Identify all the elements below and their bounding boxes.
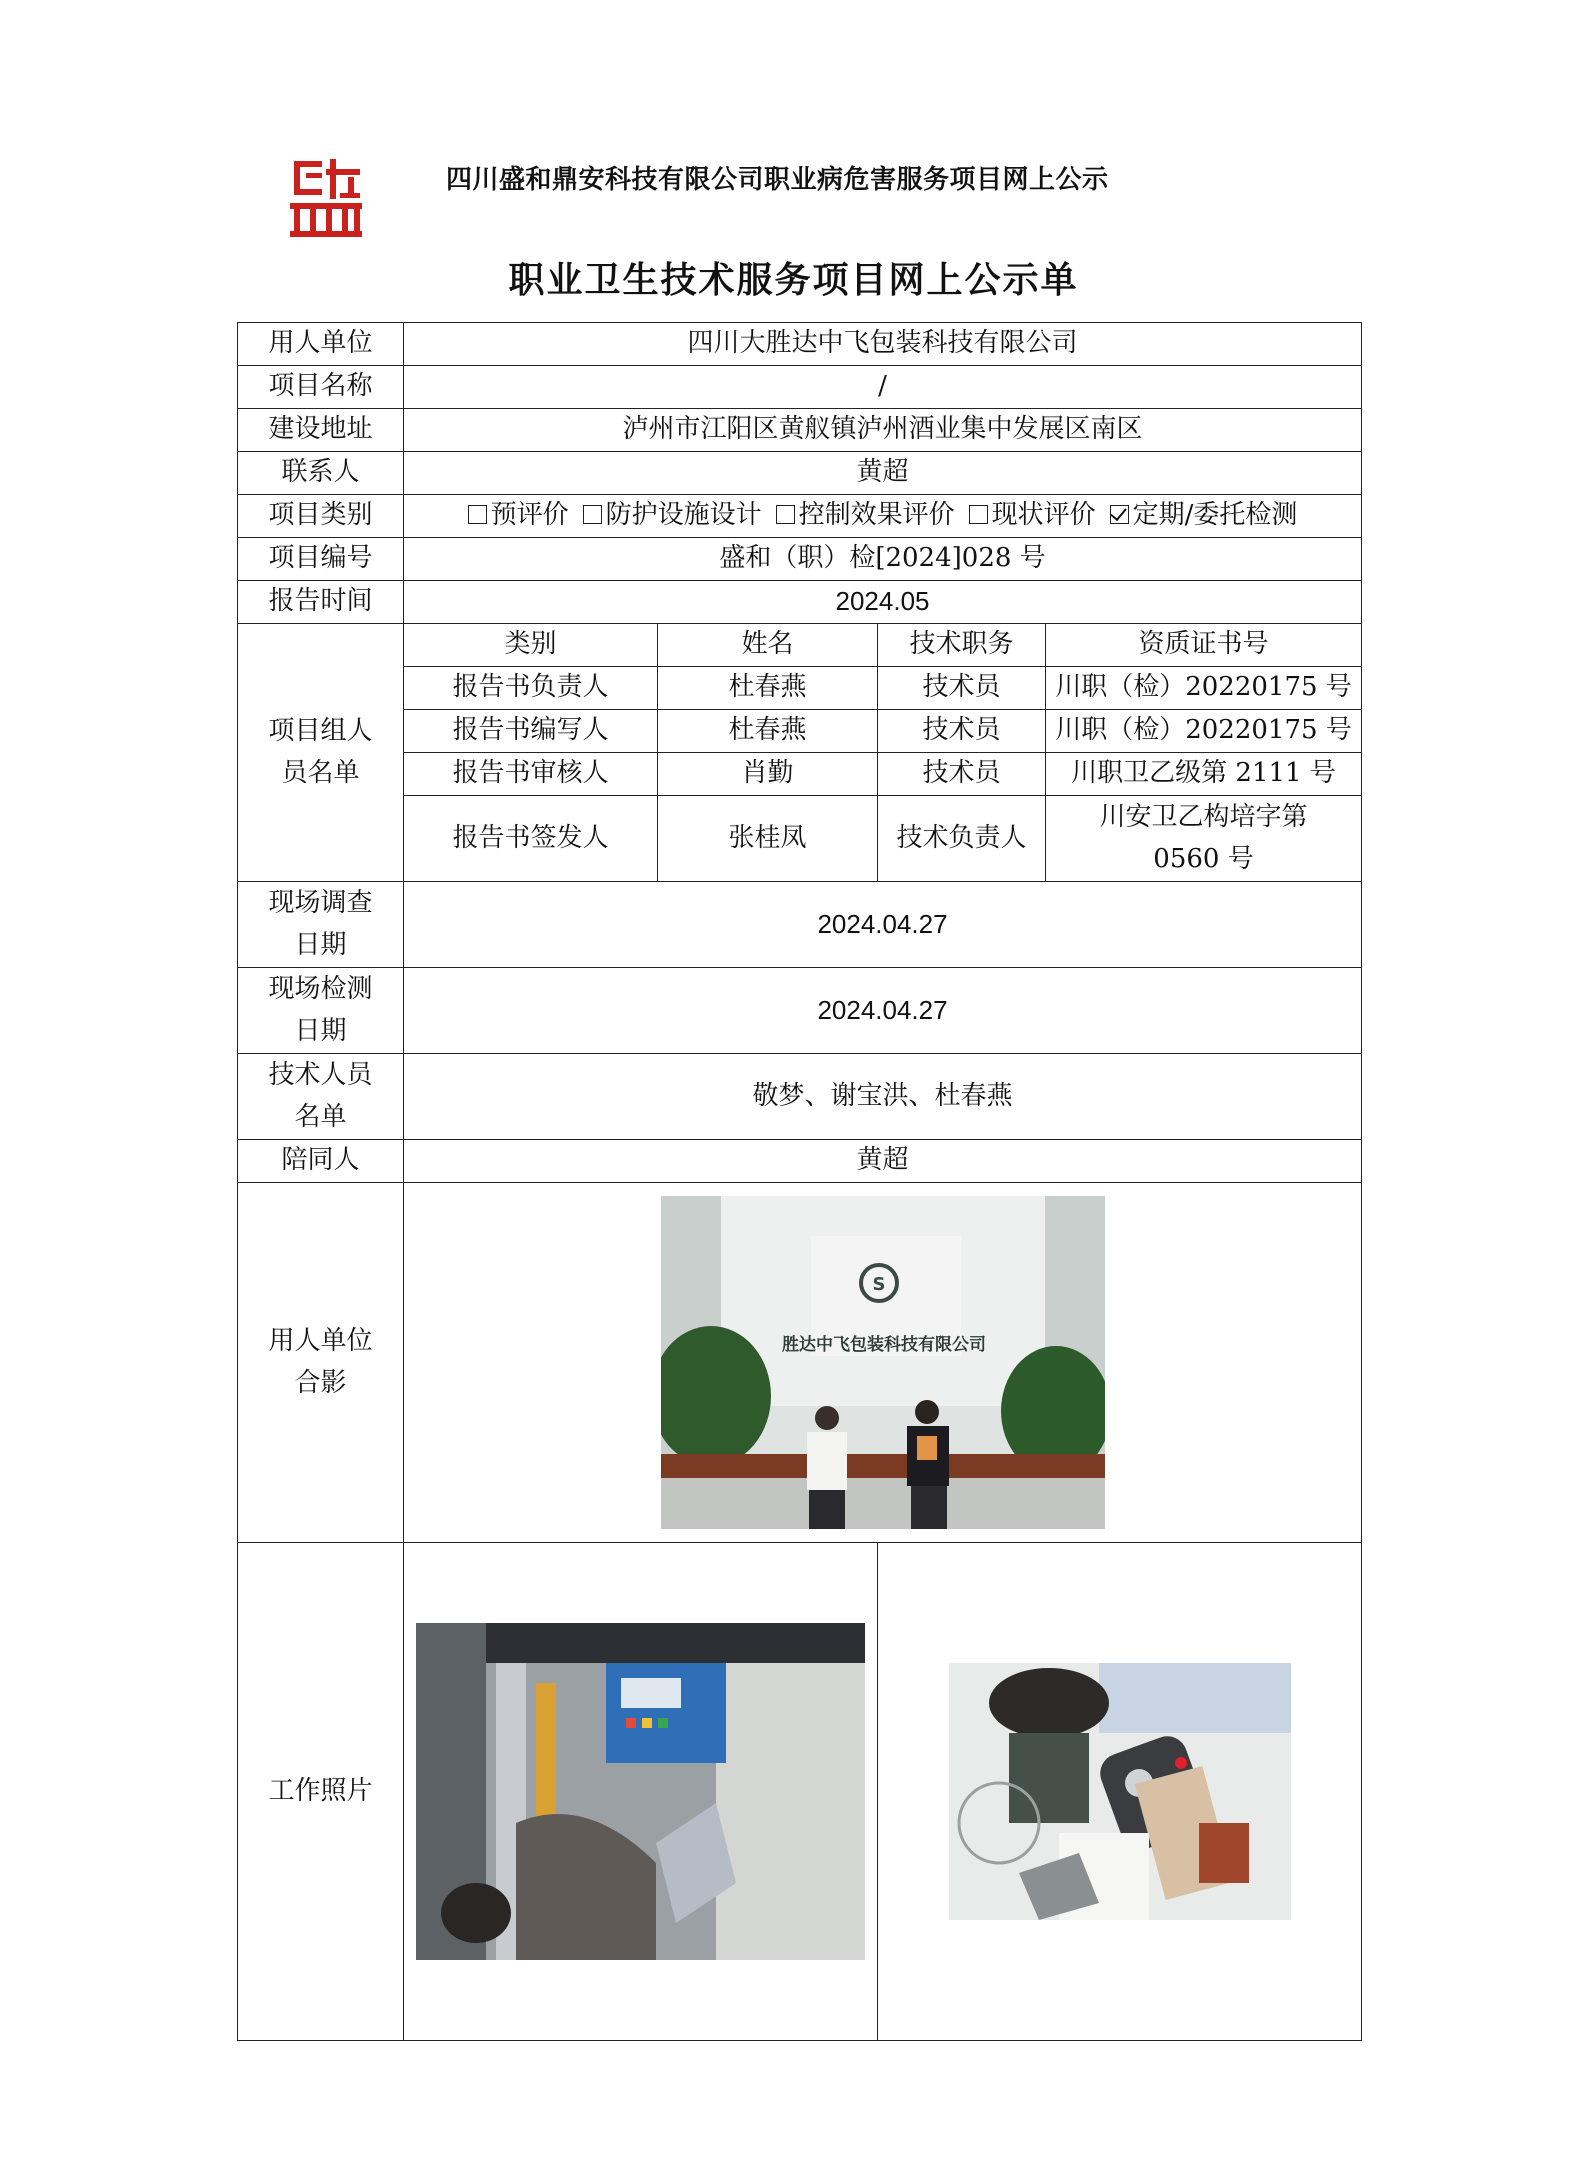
member-cert: 川职（检）20220175 号	[1046, 667, 1362, 710]
team-col-name: 姓名	[658, 624, 878, 667]
work-photo-cell-2	[878, 1543, 1362, 2041]
member-role: 报告书编写人	[404, 710, 658, 753]
member-title: 技术员	[878, 667, 1046, 710]
checkbox-icon	[776, 505, 795, 524]
document-title: 职业卫生技术服务项目网上公示单	[508, 259, 1079, 301]
row-survey-date	[238, 882, 1362, 968]
option-periodic-testing: 定期/委托检测	[1110, 495, 1298, 537]
work-photo-cell-1	[404, 1543, 878, 2041]
member-cert: 川职（检）20220175 号	[1046, 710, 1362, 753]
row-address	[238, 409, 1362, 452]
table-row	[238, 710, 1362, 753]
svg-text:S: S	[872, 1274, 885, 1295]
label-group-photo: 用人单位 合影	[238, 1183, 404, 1543]
value-report-time: 2024.05	[404, 581, 1362, 624]
office-wall-sign: 胜达中飞包装科技有限公司	[781, 1335, 986, 1355]
option-protection-design: 防护设施设计	[583, 495, 762, 537]
row-work-photos	[238, 1543, 1362, 2041]
checkbox-icon	[468, 505, 487, 524]
checkbox-checked-icon	[1110, 505, 1129, 524]
label-contact: 联系人	[238, 452, 404, 495]
value-test-date: 2024.04.27	[404, 968, 1362, 1054]
table-row	[238, 796, 1362, 882]
option-pre-evaluation: 预评价	[468, 495, 569, 537]
group-photo-cell	[404, 1183, 1362, 1543]
label-team: 项目组人 员名单	[238, 624, 404, 882]
table-row	[238, 667, 1362, 710]
company-logo-icon	[286, 155, 366, 239]
member-title: 技术负责人	[878, 796, 1046, 882]
row-employer	[238, 323, 1362, 366]
team-col-category: 类别	[404, 624, 658, 667]
team-header-row	[238, 624, 1362, 667]
company-title: 四川盛和鼎安科技有限公司职业病危害服务项目网上公示	[446, 165, 1109, 195]
row-contact	[238, 452, 1362, 495]
row-project-name	[238, 366, 1362, 409]
member-name: 张桂凤	[658, 796, 878, 882]
value-project-no: 盛和（职）检[2024]028 号	[404, 538, 1362, 581]
value-tech-staff: 敬梦、谢宝洪、杜春燕	[404, 1054, 1362, 1140]
member-name: 肖勤	[658, 753, 878, 796]
value-contact: 黄超	[404, 452, 1362, 495]
label-project-name: 项目名称	[238, 366, 404, 409]
work-photo-instrument	[949, 1663, 1291, 1920]
label-survey-date: 现场调查 日期	[238, 882, 404, 968]
checkbox-icon	[969, 505, 988, 524]
member-name: 杜春燕	[658, 710, 878, 753]
label-test-date: 现场检测 日期	[238, 968, 404, 1054]
publicity-table	[237, 322, 1362, 2041]
row-tech-staff	[238, 1054, 1362, 1140]
row-group-photo	[238, 1183, 1362, 1543]
label-project-no: 项目编号	[238, 538, 404, 581]
value-survey-date: 2024.04.27	[404, 882, 1362, 968]
member-role: 报告书审核人	[404, 753, 658, 796]
label-category: 项目类别	[238, 495, 404, 538]
row-report-time	[238, 581, 1362, 624]
work-photo-equipment	[416, 1623, 865, 1960]
member-title: 技术员	[878, 710, 1046, 753]
label-address: 建设地址	[238, 409, 404, 452]
option-control-effect: 控制效果评价	[776, 495, 955, 537]
team-col-cert: 资质证书号	[1046, 624, 1362, 667]
value-address: 泸州市江阳区黄舣镇泸州酒业集中发展区南区	[404, 409, 1362, 452]
member-cert: 川安卫乙构培字第 0560 号	[1046, 796, 1362, 882]
row-project-no	[238, 538, 1362, 581]
member-name: 杜春燕	[658, 667, 878, 710]
row-category	[238, 495, 1362, 538]
row-escort	[238, 1140, 1362, 1183]
member-title: 技术员	[878, 753, 1046, 796]
option-status-evaluation: 现状评价	[969, 495, 1096, 537]
group-photo	[661, 1196, 1105, 1529]
label-employer: 用人单位	[238, 323, 404, 366]
checkbox-icon	[583, 505, 602, 524]
member-role: 报告书负责人	[404, 667, 658, 710]
member-cert: 川职卫乙级第 2111 号	[1046, 753, 1362, 796]
value-employer: 四川大胜达中飞包装科技有限公司	[404, 323, 1362, 366]
value-project-name: /	[404, 366, 1362, 409]
value-escort: 黄超	[404, 1140, 1362, 1183]
table-row	[238, 753, 1362, 796]
label-escort: 陪同人	[238, 1140, 404, 1183]
document-header	[286, 155, 1326, 245]
member-role: 报告书签发人	[404, 796, 658, 882]
team-col-title: 技术职务	[878, 624, 1046, 667]
label-work-photos: 工作照片	[238, 1543, 404, 2041]
label-tech-staff: 技术人员 名单	[238, 1054, 404, 1140]
label-report-time: 报告时间	[238, 581, 404, 624]
row-test-date	[238, 968, 1362, 1054]
category-options	[404, 495, 1362, 538]
